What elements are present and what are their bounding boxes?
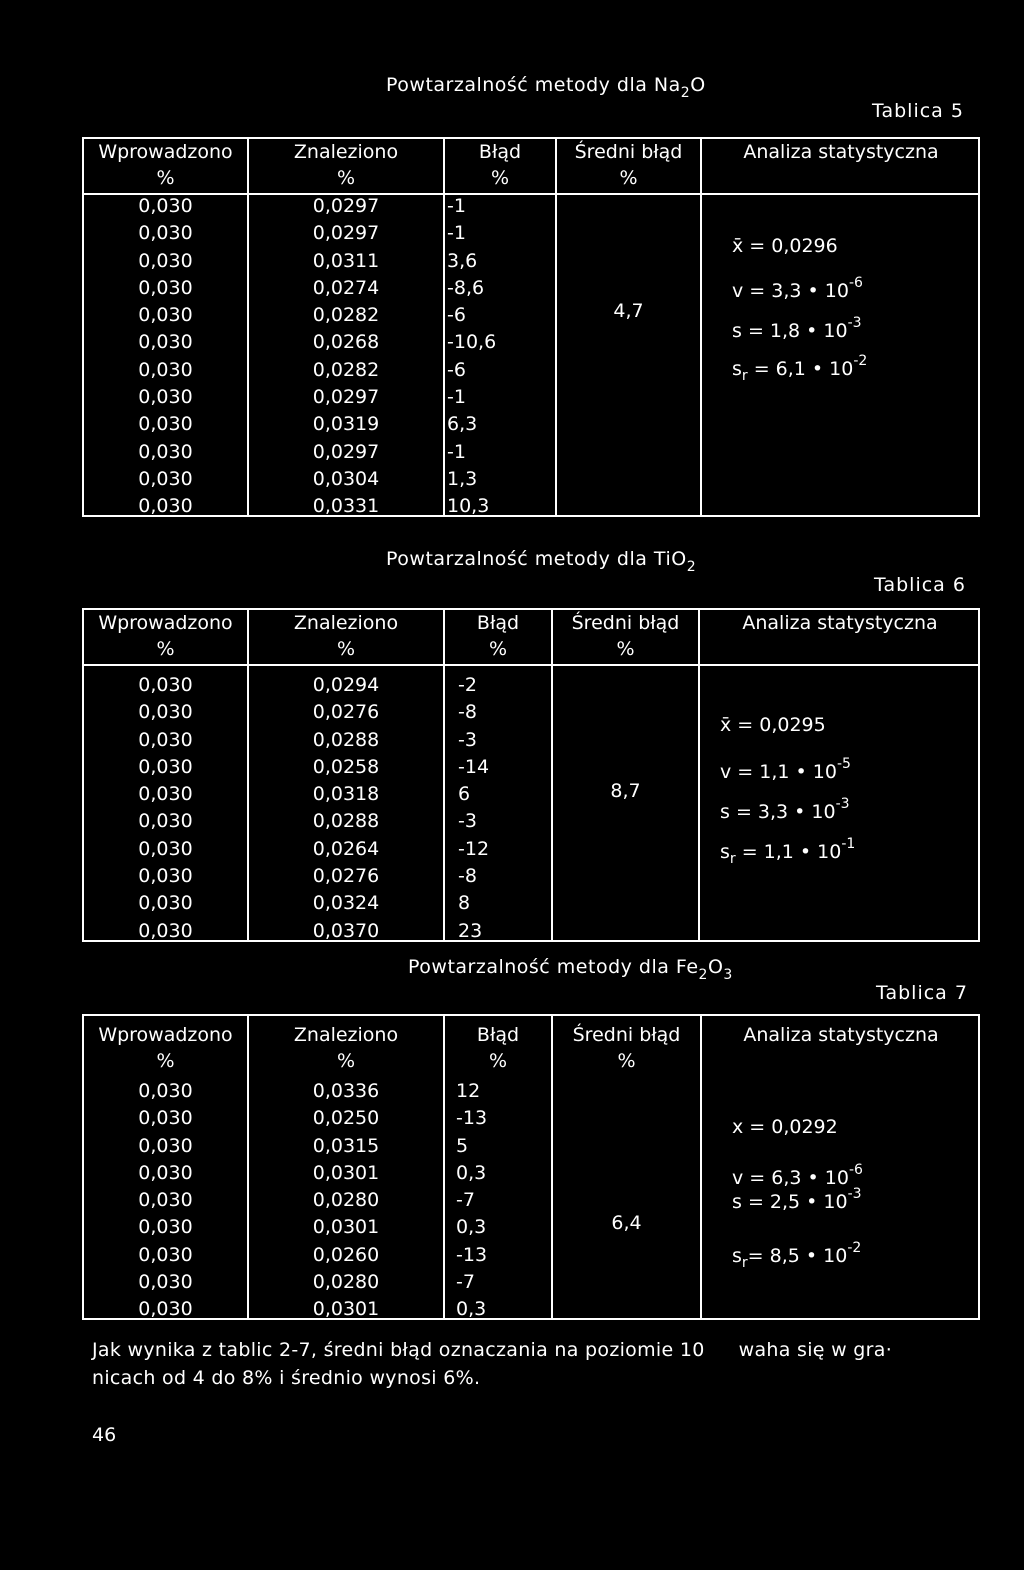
table-cell: 0,0282 [312, 304, 380, 327]
stat-mean: x = 0,0292 [732, 1116, 838, 1138]
footer-line-1: Jak wynika z tablic 2-7, średni błąd oznaczania na poziomie 10 waha się w gra· [92, 1339, 893, 1361]
header-introduced: Wprowadzono % [98, 612, 233, 660]
table-cell: 0,0301 [312, 1298, 380, 1321]
table-cell: 0,0297 [312, 386, 380, 409]
header-introduced: Wprowadzono % [98, 1024, 233, 1072]
table-cell: 0,0260 [312, 1243, 380, 1266]
stat-rel-std-dev: $s_r= 8,5$ • $10^{-2}$ [732, 1240, 862, 1271]
table-cell: 0,0311 [312, 249, 380, 272]
table5-label: Tablica 5 [872, 100, 964, 122]
table-cell: 1,3 [447, 467, 478, 490]
table-cell: -3 [458, 810, 477, 833]
table-cell: 0,0282 [312, 358, 380, 381]
table-cell: 8 [458, 892, 471, 915]
table-cell: -13 [456, 1243, 488, 1266]
table5-title: Powtarzalność metody dla $Na_2O$ [386, 74, 706, 101]
table-cell: 23 [458, 919, 483, 942]
table6 [82, 608, 980, 942]
table-cell: -8 [458, 865, 477, 888]
table-cell: 0,0294 [312, 674, 380, 696]
table-cell: 0,0250 [312, 1107, 380, 1130]
stat-rel-std-dev: $s_r = 1,1$ • $10^{-1}$ [720, 836, 856, 867]
table5 [82, 137, 980, 517]
table-cell: -1 [447, 440, 466, 463]
table-cell: -1 [447, 222, 466, 245]
table-cell: 3,6 [447, 249, 478, 272]
table-cell: -10,6 [447, 331, 497, 354]
header-statistics: Analiza statystyczna [743, 1024, 939, 1046]
table-cell: 0,030 [138, 331, 193, 354]
table-cell: 0,030 [138, 783, 193, 806]
table-cell: 0,030 [138, 865, 193, 888]
table-cell: 0,030 [138, 728, 193, 751]
stat-variance: v = 6,3 • $10^{-6}$ [732, 1162, 863, 1189]
table-cell: 0,0297 [312, 440, 380, 463]
table7-col-introduced [84, 1078, 247, 1324]
header-found: Znaleziono % [293, 1024, 399, 1072]
table6-mean-error: 8,7 [610, 780, 641, 802]
table-cell: -14 [458, 755, 490, 778]
header-statistics: Analiza statystyczna [743, 141, 939, 163]
table-cell: 0,0318 [312, 783, 380, 806]
table-cell: 0,0264 [312, 837, 380, 860]
header-introduced: Wprowadzono % [98, 141, 233, 189]
table-cell: 0,030 [138, 413, 193, 436]
table-cell: 0,030 [138, 358, 193, 381]
table-cell: 0,030 [138, 1134, 193, 1157]
stat-std-dev: s = 1,8 • $10^{-3}$ [732, 315, 862, 342]
table-cell: 0,0276 [312, 865, 380, 888]
table6-col-error [458, 672, 548, 945]
table-cell: 0,030 [138, 755, 193, 778]
table-cell: 0,030 [138, 1216, 193, 1239]
table-cell: 0,0304 [312, 467, 380, 490]
table-cell: 0,030 [138, 222, 193, 245]
table-cell: -12 [458, 837, 490, 860]
table-cell: 0,0297 [312, 195, 380, 217]
table-cell: 0,0315 [312, 1134, 380, 1157]
table-cell: 0,030 [138, 1271, 193, 1294]
header-statistics: Analiza statystyczna [742, 612, 938, 634]
header-mean-error: Średni błąd % [574, 141, 683, 189]
table-cell: 0,030 [138, 276, 193, 299]
table-cell: 0,030 [138, 249, 193, 272]
table-cell: 0,030 [138, 440, 193, 463]
table-cell: 0,030 [138, 386, 193, 409]
stat-variance: v = 1,1 • $10^{-5}$ [720, 756, 851, 783]
table-cell: 0,0258 [312, 755, 380, 778]
table-cell: 0,0319 [312, 413, 380, 436]
table-cell: 0,030 [138, 1189, 193, 1212]
table-cell: 0,0331 [312, 495, 380, 518]
table-cell: -8 [458, 701, 477, 724]
table-cell: 0,030 [138, 1298, 193, 1321]
table-cell: -2 [458, 674, 477, 696]
header-mean-error: Średni błąd % [572, 1024, 681, 1072]
table-cell: 0,0297 [312, 222, 380, 245]
table-cell: 0,0268 [312, 331, 380, 354]
table-cell: 0,030 [138, 810, 193, 833]
table-cell: 0,3 [456, 1161, 487, 1184]
footer-line-2: nicach od 4 do 8% i średnio wynosi 6%. [92, 1367, 481, 1389]
header-mean-error: Średni błąd % [571, 612, 680, 660]
table-cell: 0,3 [456, 1216, 487, 1239]
table-cell: 6 [458, 783, 471, 806]
table-cell: 10,3 [447, 495, 490, 518]
header-error: Błąd % [476, 1024, 520, 1072]
table5-mean-error: 4,7 [613, 300, 644, 322]
table-cell: -13 [456, 1107, 488, 1130]
table-cell: -6 [447, 304, 466, 327]
table-cell: 0,0288 [312, 810, 380, 833]
table6-title: Powtarzalność metody dla TiO$_2$ [386, 548, 697, 575]
table5-col-found [249, 193, 443, 521]
table-cell: -1 [447, 195, 466, 217]
table-cell: 0,030 [138, 701, 193, 724]
table-cell: 0,0280 [312, 1271, 380, 1294]
table7-title: Powtarzalność metody dla $Fe_2O_3$ [408, 956, 733, 983]
table7 [82, 1014, 980, 1320]
table-cell: 6,3 [447, 413, 478, 436]
table-cell: 0,0370 [312, 919, 380, 942]
table-cell: 0,0274 [312, 276, 380, 299]
table-cell: 0,3 [456, 1298, 487, 1321]
table7-col-error [456, 1078, 546, 1324]
table-cell: 0,0280 [312, 1189, 380, 1212]
table6-col-introduced [84, 672, 247, 945]
table-cell: -7 [456, 1271, 475, 1294]
table-cell: 0,030 [138, 837, 193, 860]
table-cell: -1 [447, 386, 466, 409]
table-cell: 0,030 [138, 1107, 193, 1130]
table-cell: 0,030 [138, 674, 193, 696]
table6-col-found [249, 672, 443, 945]
page-number: 46 [92, 1424, 117, 1446]
table6-label: Tablica 6 [874, 574, 966, 596]
table-cell: 5 [456, 1134, 469, 1157]
table-cell: 0,0324 [312, 892, 380, 915]
table-cell: 0,030 [138, 1243, 193, 1266]
header-found: Znaleziono % [293, 612, 399, 660]
header-error: Błąd % [476, 612, 520, 660]
table-cell: 12 [456, 1080, 481, 1102]
footer-paragraph [92, 1336, 972, 1392]
table-cell: 0,030 [138, 304, 193, 327]
table-cell: 0,030 [138, 195, 193, 217]
table-cell: -8,6 [447, 276, 485, 299]
table7-label: Tablica 7 [876, 982, 968, 1004]
table-cell: 0,030 [138, 1080, 193, 1102]
table-cell: -3 [458, 728, 477, 751]
table-cell: 0,0301 [312, 1216, 380, 1239]
table-cell: 0,030 [138, 919, 193, 942]
table-cell: 0,030 [138, 892, 193, 915]
table5-col-error [447, 193, 547, 521]
table7-mean-error: 6,4 [611, 1212, 642, 1234]
stat-std-dev: s = 3,3 • $10^{-3}$ [720, 796, 850, 823]
header-found: Znaleziono % [293, 141, 399, 189]
stat-rel-std-dev: $s_r = 6,1$ • $10^{-2}$ [732, 353, 868, 384]
header-error: Błąd % [478, 141, 522, 189]
table-cell: 0,0336 [312, 1080, 380, 1102]
stat-mean: x̄ = 0,0296 [732, 235, 838, 257]
table-cell: 0,0301 [312, 1161, 380, 1184]
table-cell: 0,030 [138, 495, 193, 518]
table-cell: -6 [447, 358, 466, 381]
table-cell: -7 [456, 1189, 475, 1212]
table-cell: 0,030 [138, 1161, 193, 1184]
table-cell: 0,0276 [312, 701, 380, 724]
table-cell: 0,030 [138, 467, 193, 490]
stat-std-dev: s = 2,5 • $10^{-3}$ [732, 1186, 862, 1213]
stat-variance: v = 3,3 • $10^{-6}$ [732, 275, 863, 302]
stat-mean: x̄ = 0,0295 [720, 714, 826, 736]
table5-col-introduced [84, 193, 247, 521]
table-cell: 0,0288 [312, 728, 380, 751]
table7-col-found [249, 1078, 443, 1324]
